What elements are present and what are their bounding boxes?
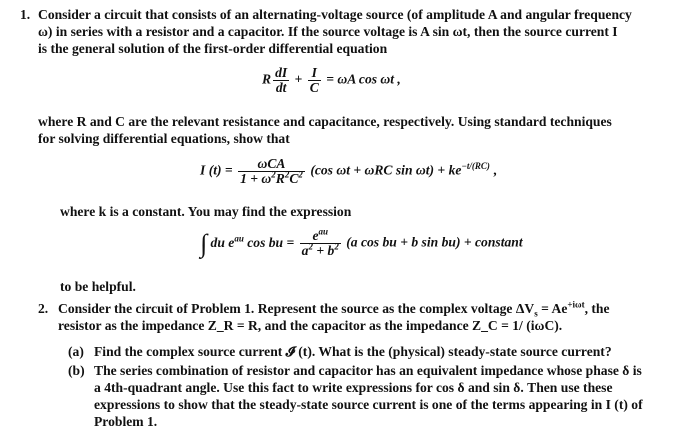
- part-b-line-4: Problem 1.: [94, 414, 158, 429]
- eq1-rhs: = ωA cos ωt ,: [326, 71, 401, 87]
- part-b-label: (b): [68, 363, 85, 378]
- eq1-i-over-c: $\frac{I}{C}$: [309, 65, 319, 95]
- eq2-lhs: I (t) =: [200, 162, 233, 178]
- eq1-derivative: $\frac{dI}{dt}$: [275, 65, 288, 95]
- part-a-text: Find the complex source current 𝓘 (t). What is the (physical) steady-state source current?: [94, 344, 612, 359]
- part-b-line-2: a 4th-quadrant angle. Use this fact to write expressions for cos δ and sin δ. Then use these: [94, 380, 613, 395]
- integral-sign: ∫: [200, 229, 208, 258]
- equation-solution: [200, 157, 497, 186]
- problem-2-line-2: resistor as the impedance Z_R = R, and the capacitor as the impedance Z_C = 1/ (iωC).: [58, 318, 563, 333]
- eq2-exponent: −t/(RC): [461, 161, 490, 172]
- eq3-fraction: $\frac{e^{au}}{a^2 + b^2}$: [301, 226, 339, 258]
- equation-differential: [262, 66, 401, 95]
- eq2-rest: (cos ωt + ωRC sin ωt) + ke: [310, 162, 462, 178]
- where-1-line-2: for solving differential equations, show that: [38, 131, 290, 146]
- eq1-plus: +: [294, 71, 303, 87]
- eq2-tail: ,: [489, 162, 497, 178]
- part-b-line-3: expressions to show that the steady-state source current is one of the terms appearing in I (t) of: [94, 397, 643, 412]
- part-a-label: (a): [68, 344, 84, 359]
- equation-integral: [200, 226, 523, 258]
- part-b-line-1: The series combination of resistor and capacitor has an equivalent impedance whose phase δ is: [94, 363, 642, 378]
- problem-2-number: 2.: [38, 301, 49, 316]
- eq3-rest: (a cos bu + b sin bu) + constant: [346, 234, 523, 250]
- problem-1-line-1: Consider a circuit that consists of an alternating-voltage source (of amplitude A and angular frequency: [38, 7, 632, 22]
- problem-1-number: 1.: [20, 7, 31, 22]
- problem-1-line-3: is the general solution of the first-order differential equation: [38, 41, 388, 56]
- where-2: where k is a constant. You may find the expression: [60, 204, 352, 219]
- helpful-line: to be helpful.: [60, 279, 136, 294]
- where-1-line-1: where R and C are the relevant resistance and capacitance, respectively. Using standard techniques: [38, 114, 612, 129]
- eq2-fraction: $\frac{\text{ωCA}}{1 + \omega^2R^2C^2}$: [240, 156, 303, 186]
- eq3-pre: du $e^{au}$ cos bu =: [210, 233, 295, 250]
- problem-2-line-1: Consider the circuit of Problem 1. Represent the source as the complex voltage $\Delta V_s = Ae^{+i\omega t}$, the: [58, 299, 610, 319]
- problem-1-line-2: ω) in series with a resistor and a capacitor. If the source voltage is A sin ωt, then the source current I: [38, 24, 618, 39]
- eq1-r: R: [262, 71, 272, 87]
